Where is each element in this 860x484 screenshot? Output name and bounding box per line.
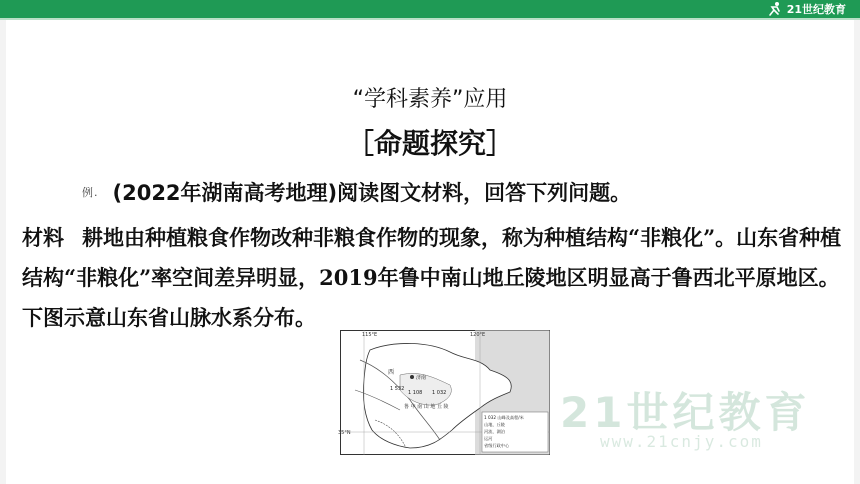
legend-item: 运河: [484, 436, 493, 441]
legend-item: 河流、湖泊: [484, 429, 505, 434]
material-label: 材料: [22, 226, 64, 250]
example-row: [82, 177, 631, 207]
region-label-west: 西: [388, 369, 395, 376]
runner-logo-icon: [767, 1, 783, 17]
lon-label-115: 115°E: [362, 332, 378, 338]
top-bar-divider: [0, 18, 860, 20]
watermark-url: www.21cnjy.com: [600, 432, 763, 451]
section-heading: “学科素养”应用: [352, 87, 508, 112]
material-paragraph: [22, 218, 842, 338]
region-label-central: 鲁 中 南 山 地 丘 陵: [404, 404, 449, 410]
watermark-logo: 21世纪教育: [560, 388, 811, 437]
brand-logo: [767, 1, 846, 17]
explore-title: ［命题探究］: [345, 127, 514, 160]
example-badge: 例.: [82, 186, 99, 199]
example-question: (2022年湖南高考地理)阅读图文材料，回答下列问题。: [112, 181, 632, 205]
material-text: 耕地由种植粮食作物改种非粮食作物的现象，称为种植结构“非粮化”。山东省种植结构“非粮化”率空间差异明显，2019年鲁中南山地丘陵地区明显高于鲁西北平原地区。下图示意山东省山脉水系分布。: [22, 225, 842, 330]
legend-item: 山地、丘陵: [484, 422, 505, 427]
capital-marker: [410, 375, 414, 379]
brand-text: 21世纪教育: [786, 3, 846, 16]
legend-item: 1 032 山峰及高程/米: [484, 415, 524, 420]
peak-elevation: 1 108: [408, 390, 423, 396]
peak-elevation: 1 532: [390, 386, 405, 392]
lon-label-120: 120°E: [470, 332, 486, 338]
shandong-map-figure: [340, 330, 550, 455]
top-bar: [0, 0, 860, 18]
legend-item: 省级行政中心: [484, 443, 510, 448]
city-label-jinan: 济南: [416, 375, 427, 381]
peak-elevation: 1 032: [432, 390, 447, 396]
map-legend: [482, 412, 548, 452]
lat-label-35: 35°N: [338, 430, 351, 436]
